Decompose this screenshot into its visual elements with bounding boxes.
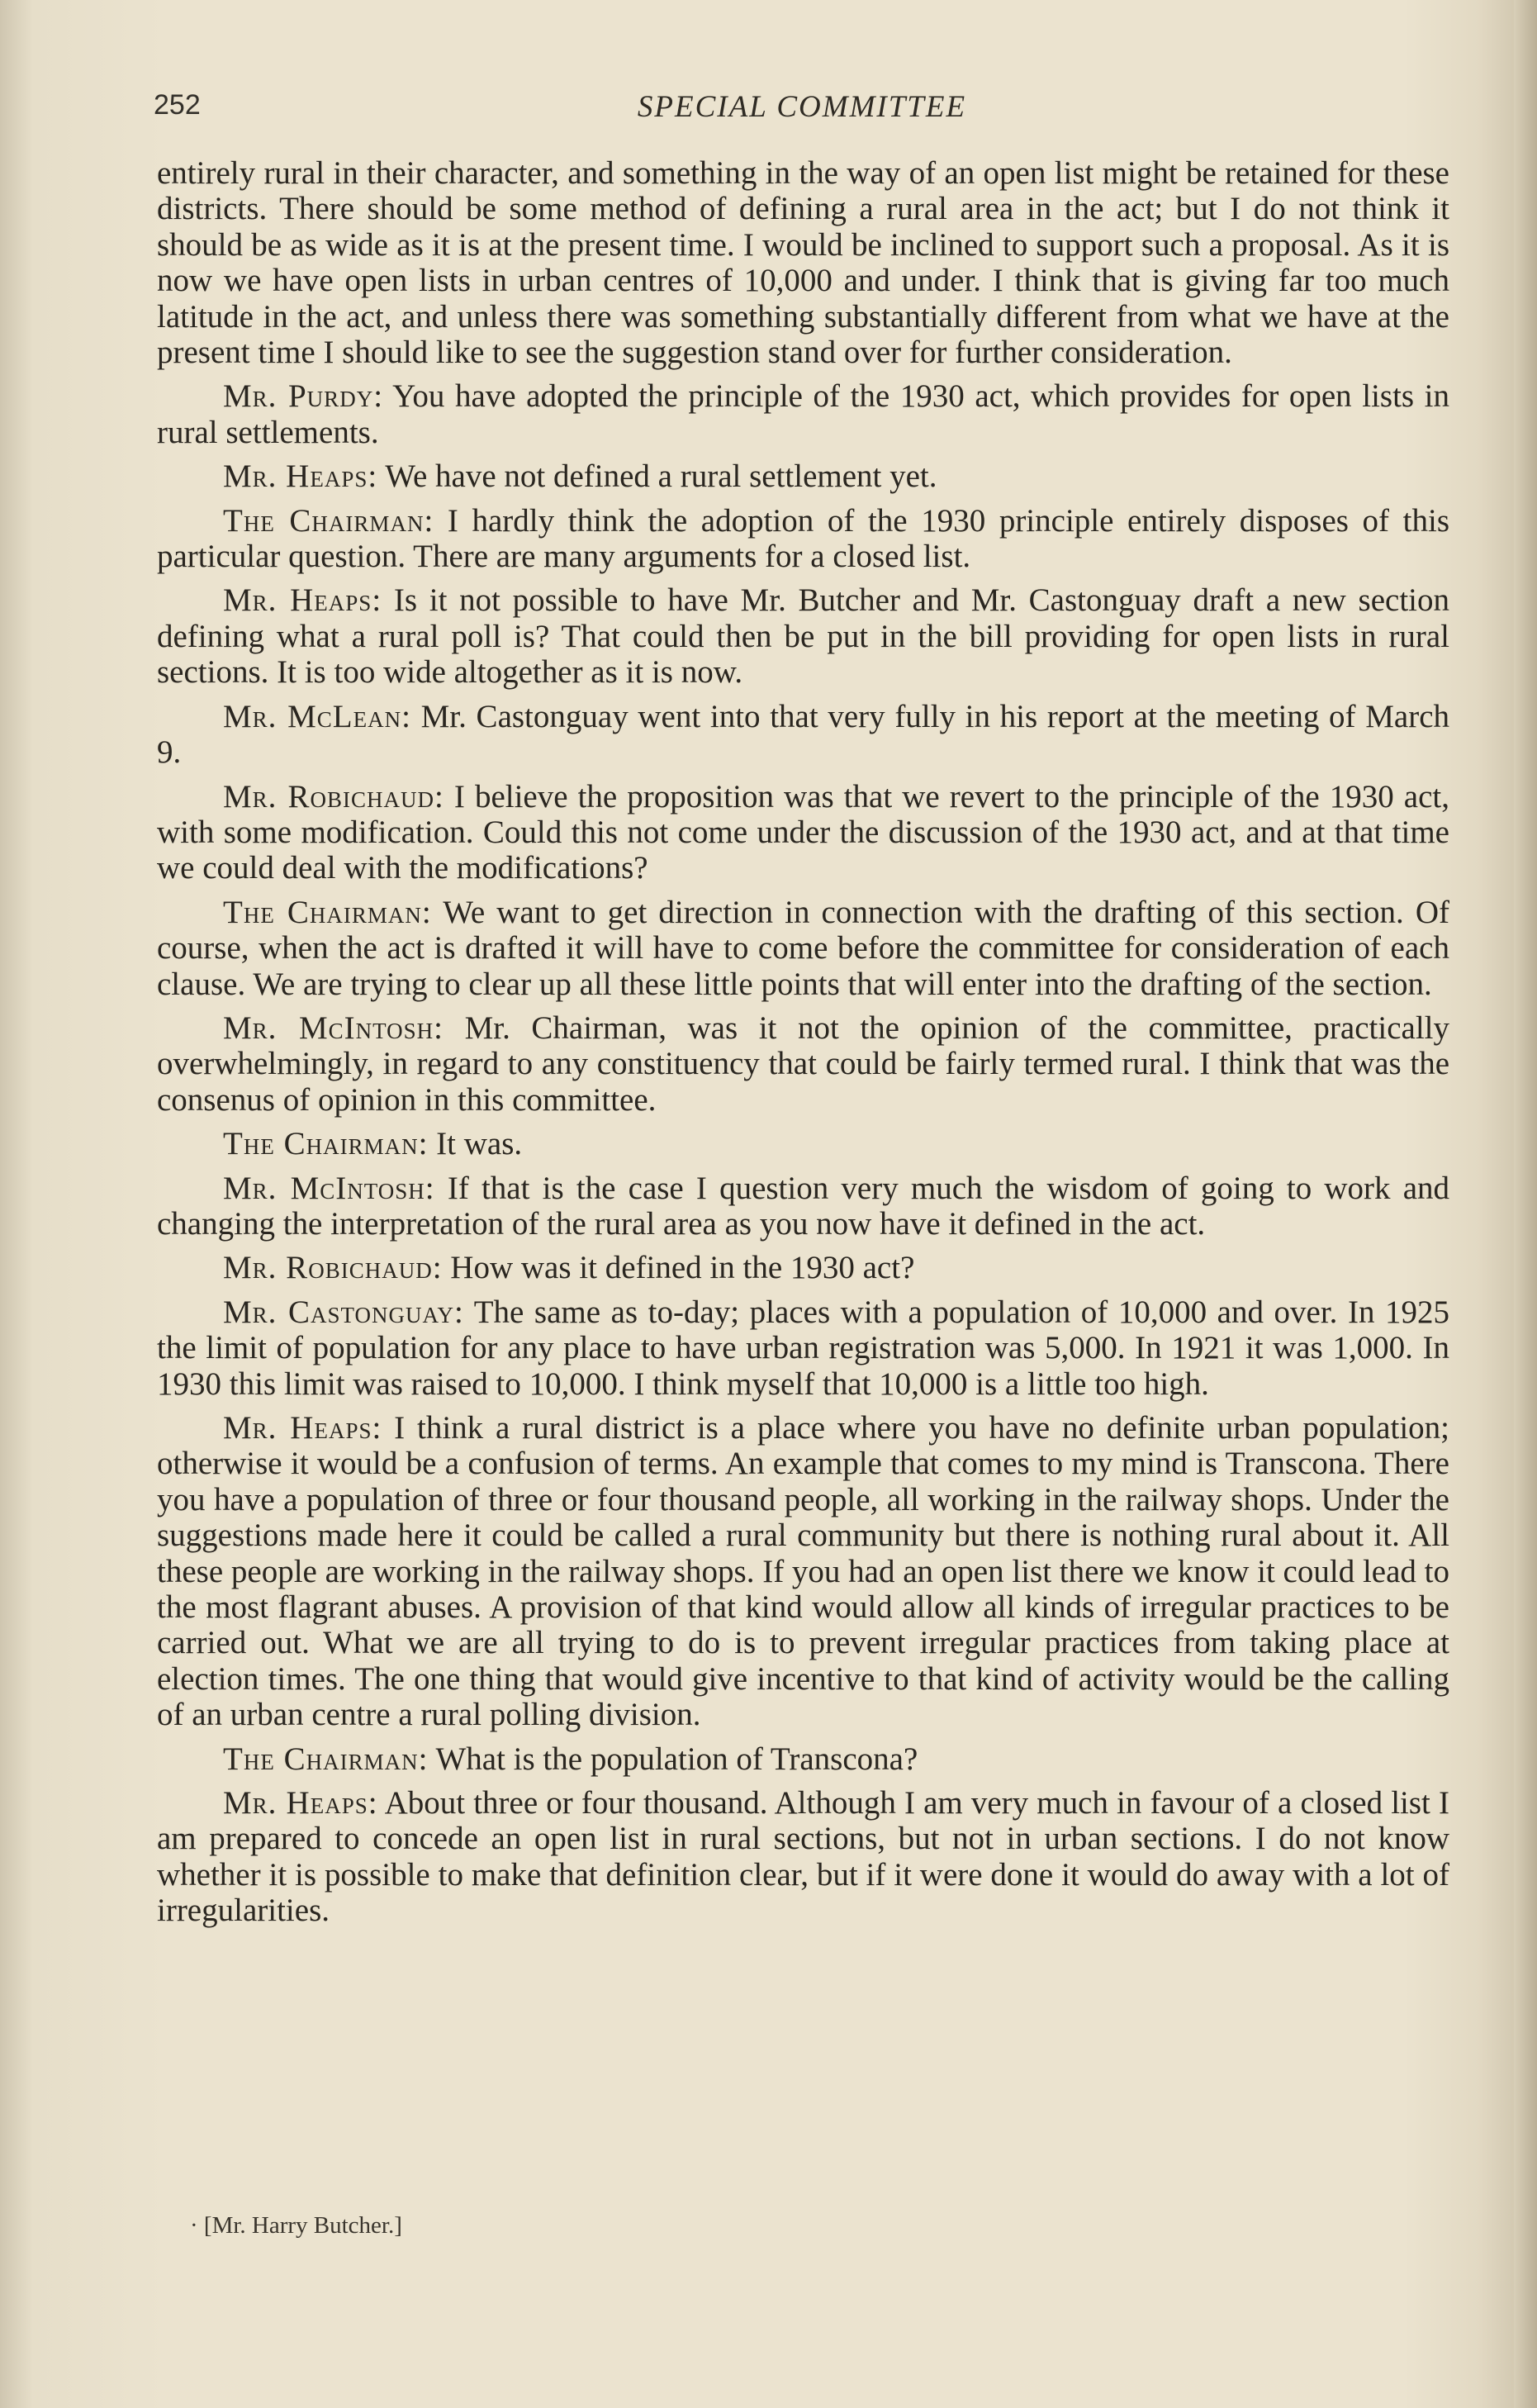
paragraph-text: You have adopted the principle of the 1930 act, which provides for open lists in rural settlements. [157,378,1449,450]
paragraph-text: What is the population of Transcona? [435,1741,918,1777]
paragraph-text: We want to get direction in connection with the drafting of this section. Of course, when the act is drafted it will have to come before the committee for consideration of each clause. We are trying to clear up all these little points that will enter into the drafting of the section. [157,894,1450,1002]
paragraph-text: We have not defined a rural settlement yet. [385,458,937,495]
paragraph-text: I think a rural district is a place where you have no definite urban population; otherwise it would be a confusion of terms. An example that comes to my mind is Transcona. There you have a population of three or four thousand people, all working in the railway shops. Under the suggestions made here it could be called a rural community but there is nothing rural about it. All these people are working in the railway shops. If you had an open list there we know it could lead to the most flagrant abuses. A provision of that kind would allow all kinds of irregular practices to be carried out. What we are all trying to do is to prevent irregular practices from taking place at election times. The one thing that would give incentive to that kind of activity would be the calling of an urban centre a rural polling division. [157,1410,1450,1733]
paragraph [157,895,1449,1002]
paragraph-text: Is it not possible to have Mr. Butcher and Mr. Castonguay draft a new section defining what a rural poll is? That could then be put in the bill providing for open lists in rural sections. It is too wide altogether as it is now. [157,582,1449,691]
speaker-name: Mr. Robichaud: [223,778,444,815]
speaker-name: The Chairman: [223,1741,429,1777]
speaker-name: Mr. Heaps: [223,458,378,495]
paragraph [157,1741,1449,1777]
body-text [157,155,1449,1937]
speaker-name: Mr. Purdy: [223,378,384,415]
speaker-name: Mr. Castonguay: [223,1294,464,1330]
speaker-name: Mr. Heaps: [223,1410,382,1446]
paragraph [157,458,1449,494]
paragraph [157,1171,1449,1242]
paragraph-text: About three or four thousand. Although I am very much in favour of a closed list I am prepared to concede an open list in rural sections, but not in urban sections. I do not know whether it is possible to make that definition clear, but if it were done it would do away with a lot of irregularities. [157,1785,1449,1929]
paragraph-text: Mr. Chairman, was it not the opinion of the committee, practically overwhelmingly, in regard to any constituency that could be fairly termed rural. I think that was the consenus of opinion in this committee. [157,1009,1450,1118]
footnote: · [Mr. Harry Butcher.] [190,2212,402,2239]
paragraph [157,582,1449,690]
speaker-name: Mr. Heaps: [223,582,382,619]
paragraph [157,155,1449,370]
speaker-name: Mr. Heaps: [223,1785,378,1821]
paragraph [157,779,1449,886]
paragraph-text: entirely rural in their character, and something in the way of an open list might be retained for these districts. There should be some method of defining a rural area in the act; but I do not think it should be as wide as it is at the present time. I would be inclined to support such a proposal. As it is now we have open lists in urban centres of 10,000 and under. I think that is giving far too much latitude in the act, and unless there was something substantially different from what we have at the present time I should like to see the suggestion stand over for further consideration. [157,155,1449,371]
speaker-name: Mr. McLean: [223,698,411,734]
paragraph [157,1250,1449,1285]
paragraph-text: The same as to-day; places with a population of 10,000 and over. In 1925 the limit of population for any place to have urban registration was 5,000. In 1921 it was 1,000. In 1930 this limit was raised to 10,000. I think myself that 10,000 is a little too high. [157,1294,1449,1402]
paragraph-text: How was it defined in the 1930 act? [450,1250,915,1286]
paragraph-text: I believe the proposition was that we revert to the principle of the 1930 act, with some modification. Could this not come under the discussion of the 1930 act, and at that time we could deal with the modifications? [157,778,1449,886]
paragraph [157,1010,1449,1118]
page-number: 252 [154,89,201,121]
speaker-name: The Chairman: [223,1126,429,1162]
speaker-name: The Chairman: [223,502,434,539]
paragraph-text: Mr. Castonguay went into that very fully in his report at the meeting of March 9. [157,698,1450,771]
paragraph [157,1126,1449,1161]
paragraph [157,1294,1449,1402]
page-edge-shadow [1514,0,1537,2408]
speaker-name: Mr. McIntosh: [223,1009,444,1046]
paragraph [157,1410,1449,1733]
speaker-name: Mr. Robichaud: [223,1250,443,1286]
paragraph [157,1785,1449,1929]
paragraph-text: I hardly think the adoption of the 1930 principle entirely disposes of this particular question. There are many arguments for a closed list. [157,502,1449,575]
paragraph-text: It was. [436,1126,523,1162]
paragraph [157,699,1449,771]
page-header [154,89,1450,129]
speaker-name: The Chairman: [223,894,432,930]
speaker-name: Mr. McIntosh: [223,1170,435,1206]
paragraph [157,378,1449,450]
paragraph-text: If that is the case I question very much the wisdom of going to work and changing the interpretation of the rural area as you now have it defined in the act. [157,1170,1450,1242]
running-title: SPECIAL COMMITTEE [637,90,967,124]
paragraph [157,503,1449,575]
